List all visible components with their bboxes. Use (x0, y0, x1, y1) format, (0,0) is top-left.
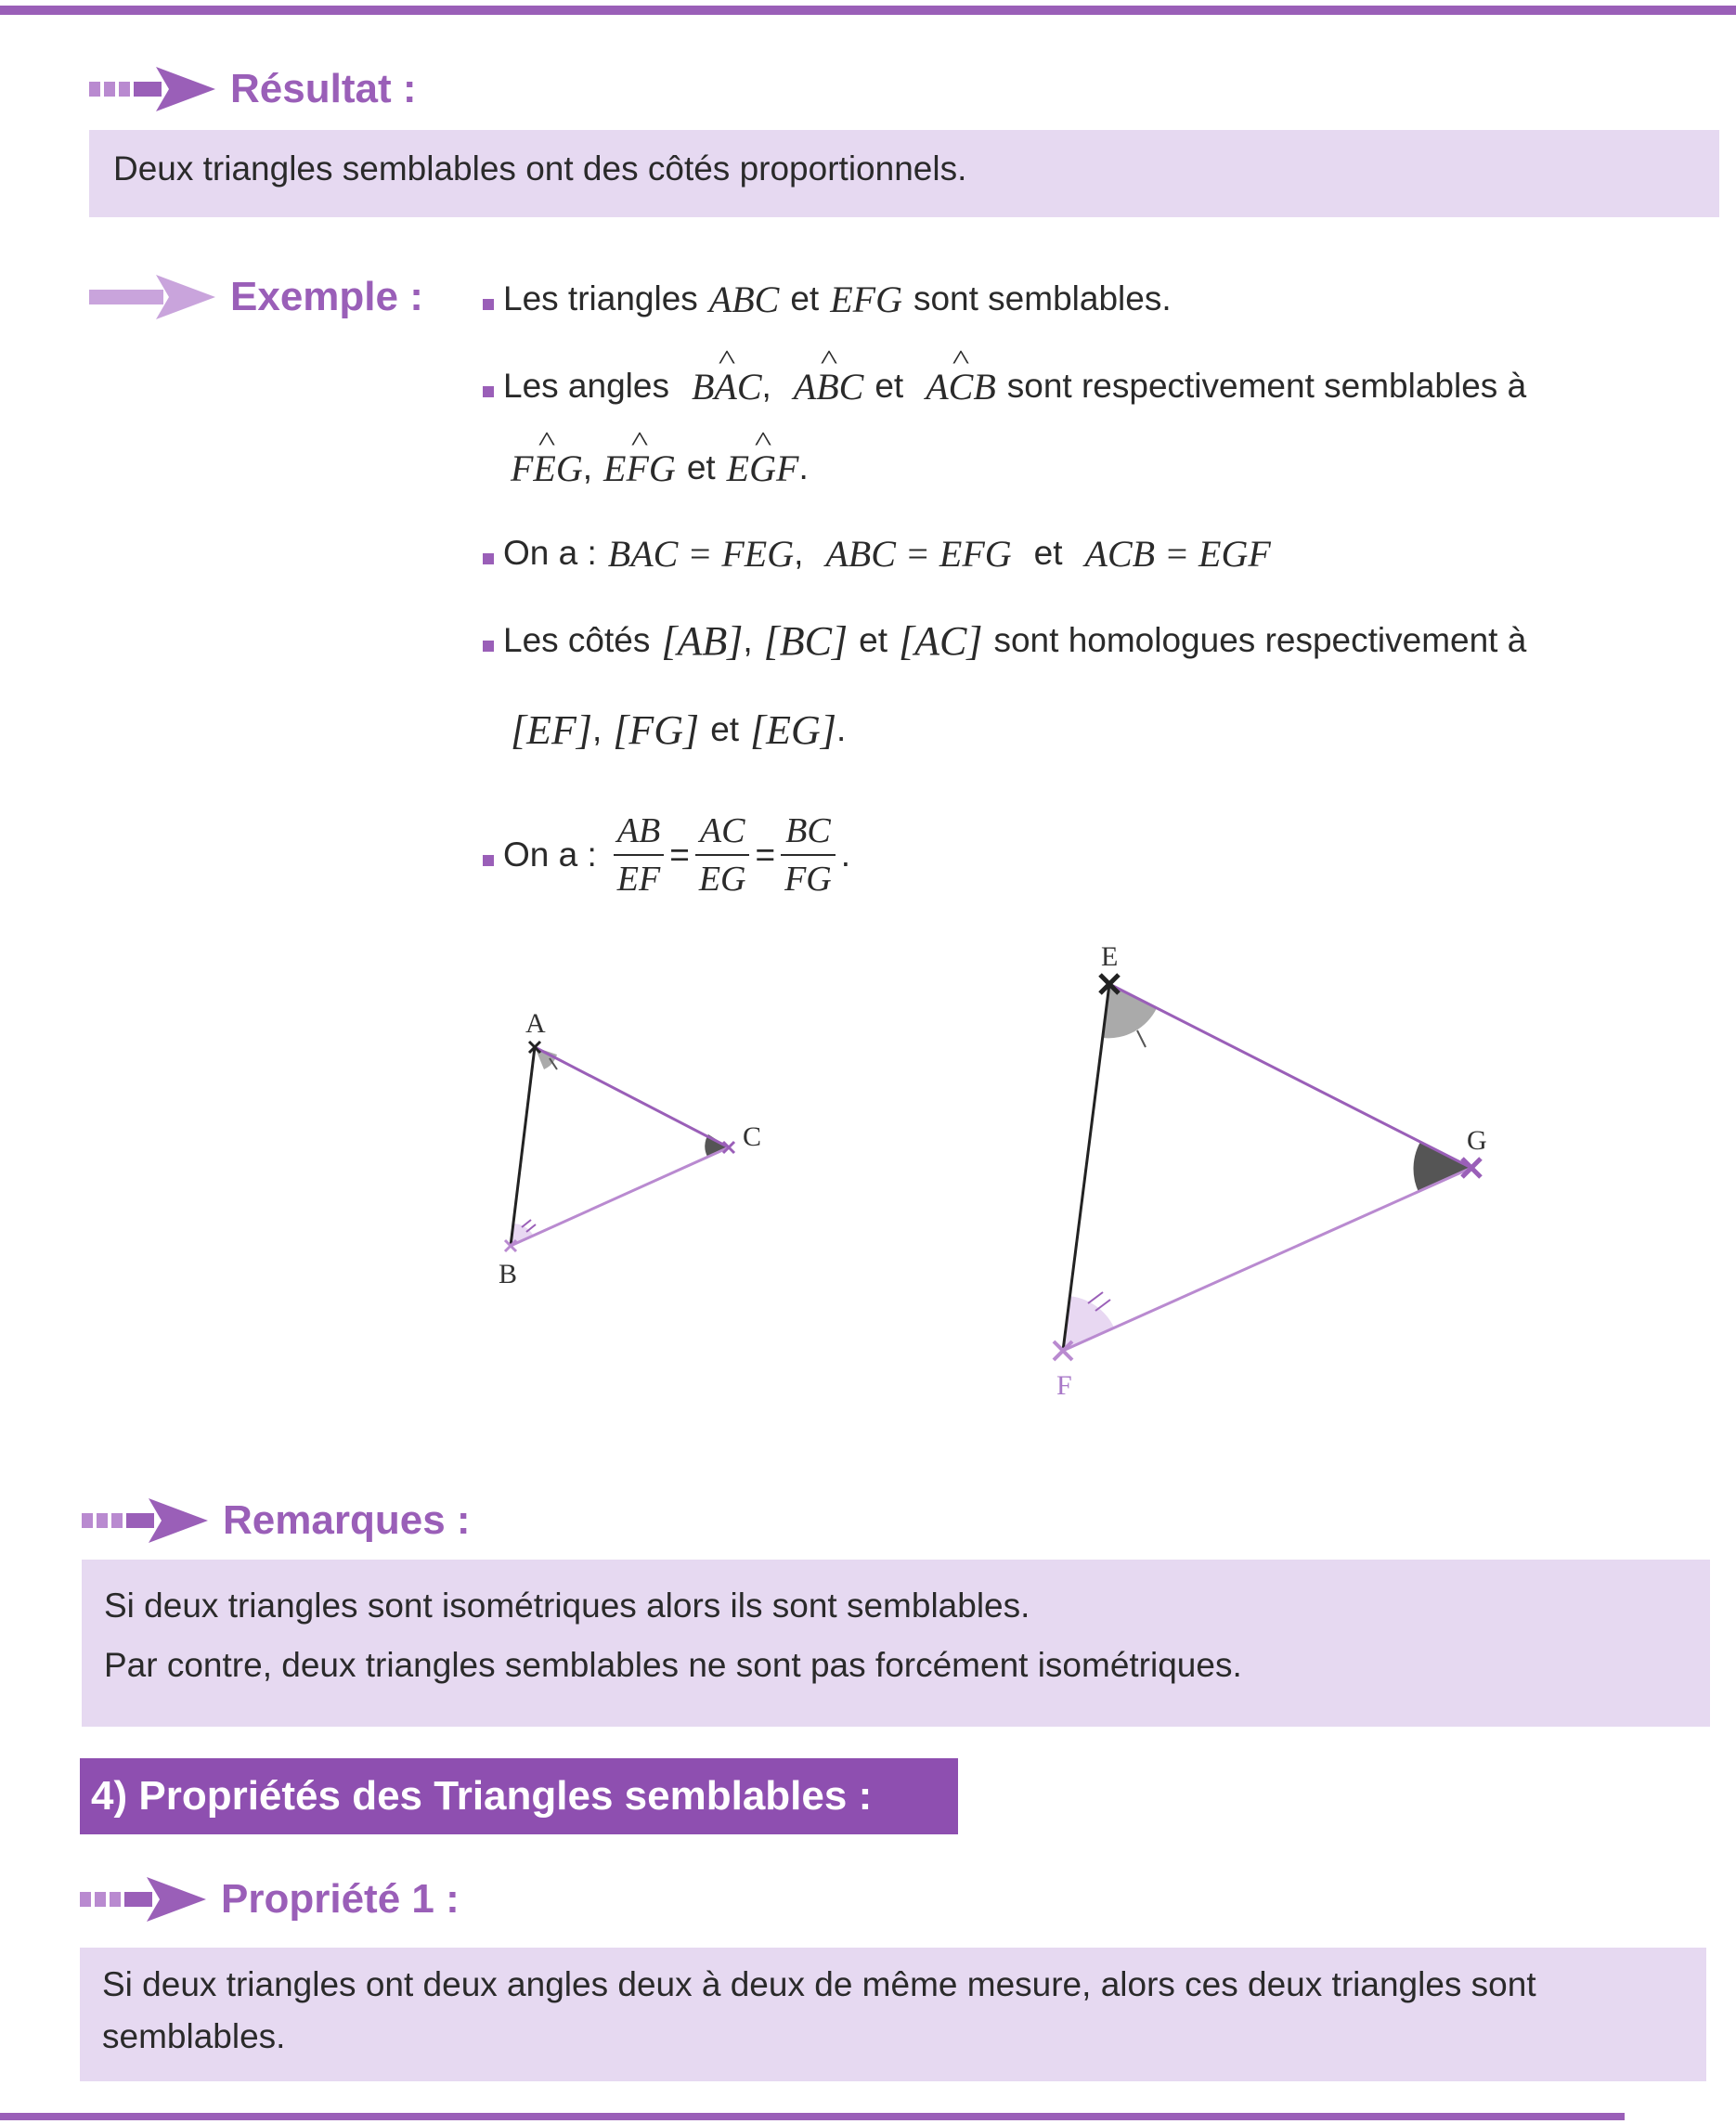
label-f: F (1056, 1370, 1072, 1401)
equation: ACB = EGF (1084, 532, 1271, 575)
text: , (582, 448, 593, 486)
propriete1-heading (80, 1873, 460, 1925)
remarques-line-2: Par contre, deux triangles semblables ne sont pas forcément isométriques. (104, 1646, 1242, 1684)
side-eg (1109, 984, 1471, 1168)
arrow-icon (82, 1495, 212, 1547)
equation: ABC = EFG (825, 532, 1012, 575)
text: sont semblables. (913, 279, 1172, 317)
triangle-efg (1054, 941, 1487, 1401)
numerator: BC (785, 811, 831, 850)
resultat-title: Résultat : (230, 66, 417, 111)
numerator: AB (616, 811, 661, 850)
text: et (874, 367, 904, 405)
angle-efg: ^ EFG (603, 447, 676, 490)
text: et (859, 621, 887, 659)
side-ef (1063, 984, 1109, 1351)
resultat-text: Deux triangles semblables ont des côtés proportionnels. (113, 149, 967, 188)
denominator: EF (616, 860, 661, 899)
label-g: G (1467, 1125, 1487, 1156)
text: . (836, 710, 847, 748)
text: . (840, 835, 851, 874)
text: , (794, 534, 804, 572)
text: et (790, 279, 820, 317)
math: ABC (708, 278, 780, 320)
propriete1-box (80, 1948, 1706, 2081)
text: , (592, 710, 602, 748)
text: Les angles (503, 367, 669, 405)
segment: [AB] (661, 617, 744, 664)
angle-egf: ^ EGF (727, 447, 799, 490)
equals: = (755, 835, 776, 874)
angle-acb: ^ ACB (926, 365, 996, 408)
section-title: 4) Propriétés des Triangles semblables : (80, 1758, 958, 1834)
text: sont respectivement semblables à (1006, 367, 1527, 405)
remarques-heading (82, 1495, 471, 1547)
label-e: E (1101, 941, 1119, 972)
bottom-rule (0, 2113, 1625, 2120)
equals: = (669, 835, 690, 874)
angle-mark-g (1414, 1142, 1471, 1192)
text: , (743, 621, 753, 659)
text: Les triangles (503, 279, 698, 317)
exemple-title: Exemple : (230, 274, 423, 319)
propriete1-title: Propriété 1 : (221, 1876, 460, 1922)
label-c: C (743, 1121, 762, 1152)
arrow-icon (80, 1873, 210, 1925)
triangle-abc (499, 1008, 761, 1289)
text: . (798, 448, 809, 486)
segment: [EF] (511, 706, 592, 753)
text: et (686, 448, 716, 486)
angle-mark-e (1103, 984, 1157, 1038)
text: sont homologues respectivement à (993, 621, 1527, 659)
label-b: B (499, 1259, 518, 1289)
side-ab (511, 1047, 535, 1246)
segment: [AC] (899, 617, 983, 664)
remarques-title: Remarques : (223, 1497, 471, 1543)
side-fg (1063, 1168, 1471, 1351)
denominator: FG (784, 860, 832, 899)
equation: BAC = FEG (607, 532, 795, 575)
side-ac (535, 1047, 729, 1147)
label-a: A (525, 1008, 546, 1039)
numerator: AC (699, 811, 745, 850)
text: Les côtés (503, 621, 651, 659)
math: EFG (830, 278, 902, 320)
remarques-line-1: Si deux triangles sont isométriques alors ils sont semblables. (104, 1587, 1030, 1625)
angle-feg: ^ FEG (511, 447, 583, 490)
angle-abc: ^ ABC (794, 365, 864, 408)
segment: [EG] (750, 706, 836, 753)
text: et (1033, 534, 1063, 572)
text: On a : (503, 534, 597, 572)
propriete1-text: Si deux triangles ont deux angles deux à deux de même mesure, alors ces deux triangles sont semblables. (102, 1965, 1536, 2055)
side-bc (511, 1147, 729, 1246)
segment: [FG] (613, 706, 700, 753)
segment: [BC] (763, 617, 849, 664)
text: On a : (503, 835, 597, 874)
denominator: EG (698, 860, 746, 899)
remarques-box (82, 1560, 1710, 1727)
text: et (710, 710, 740, 748)
text: , (761, 367, 771, 405)
angle-bac: ^ BAC (692, 365, 762, 408)
